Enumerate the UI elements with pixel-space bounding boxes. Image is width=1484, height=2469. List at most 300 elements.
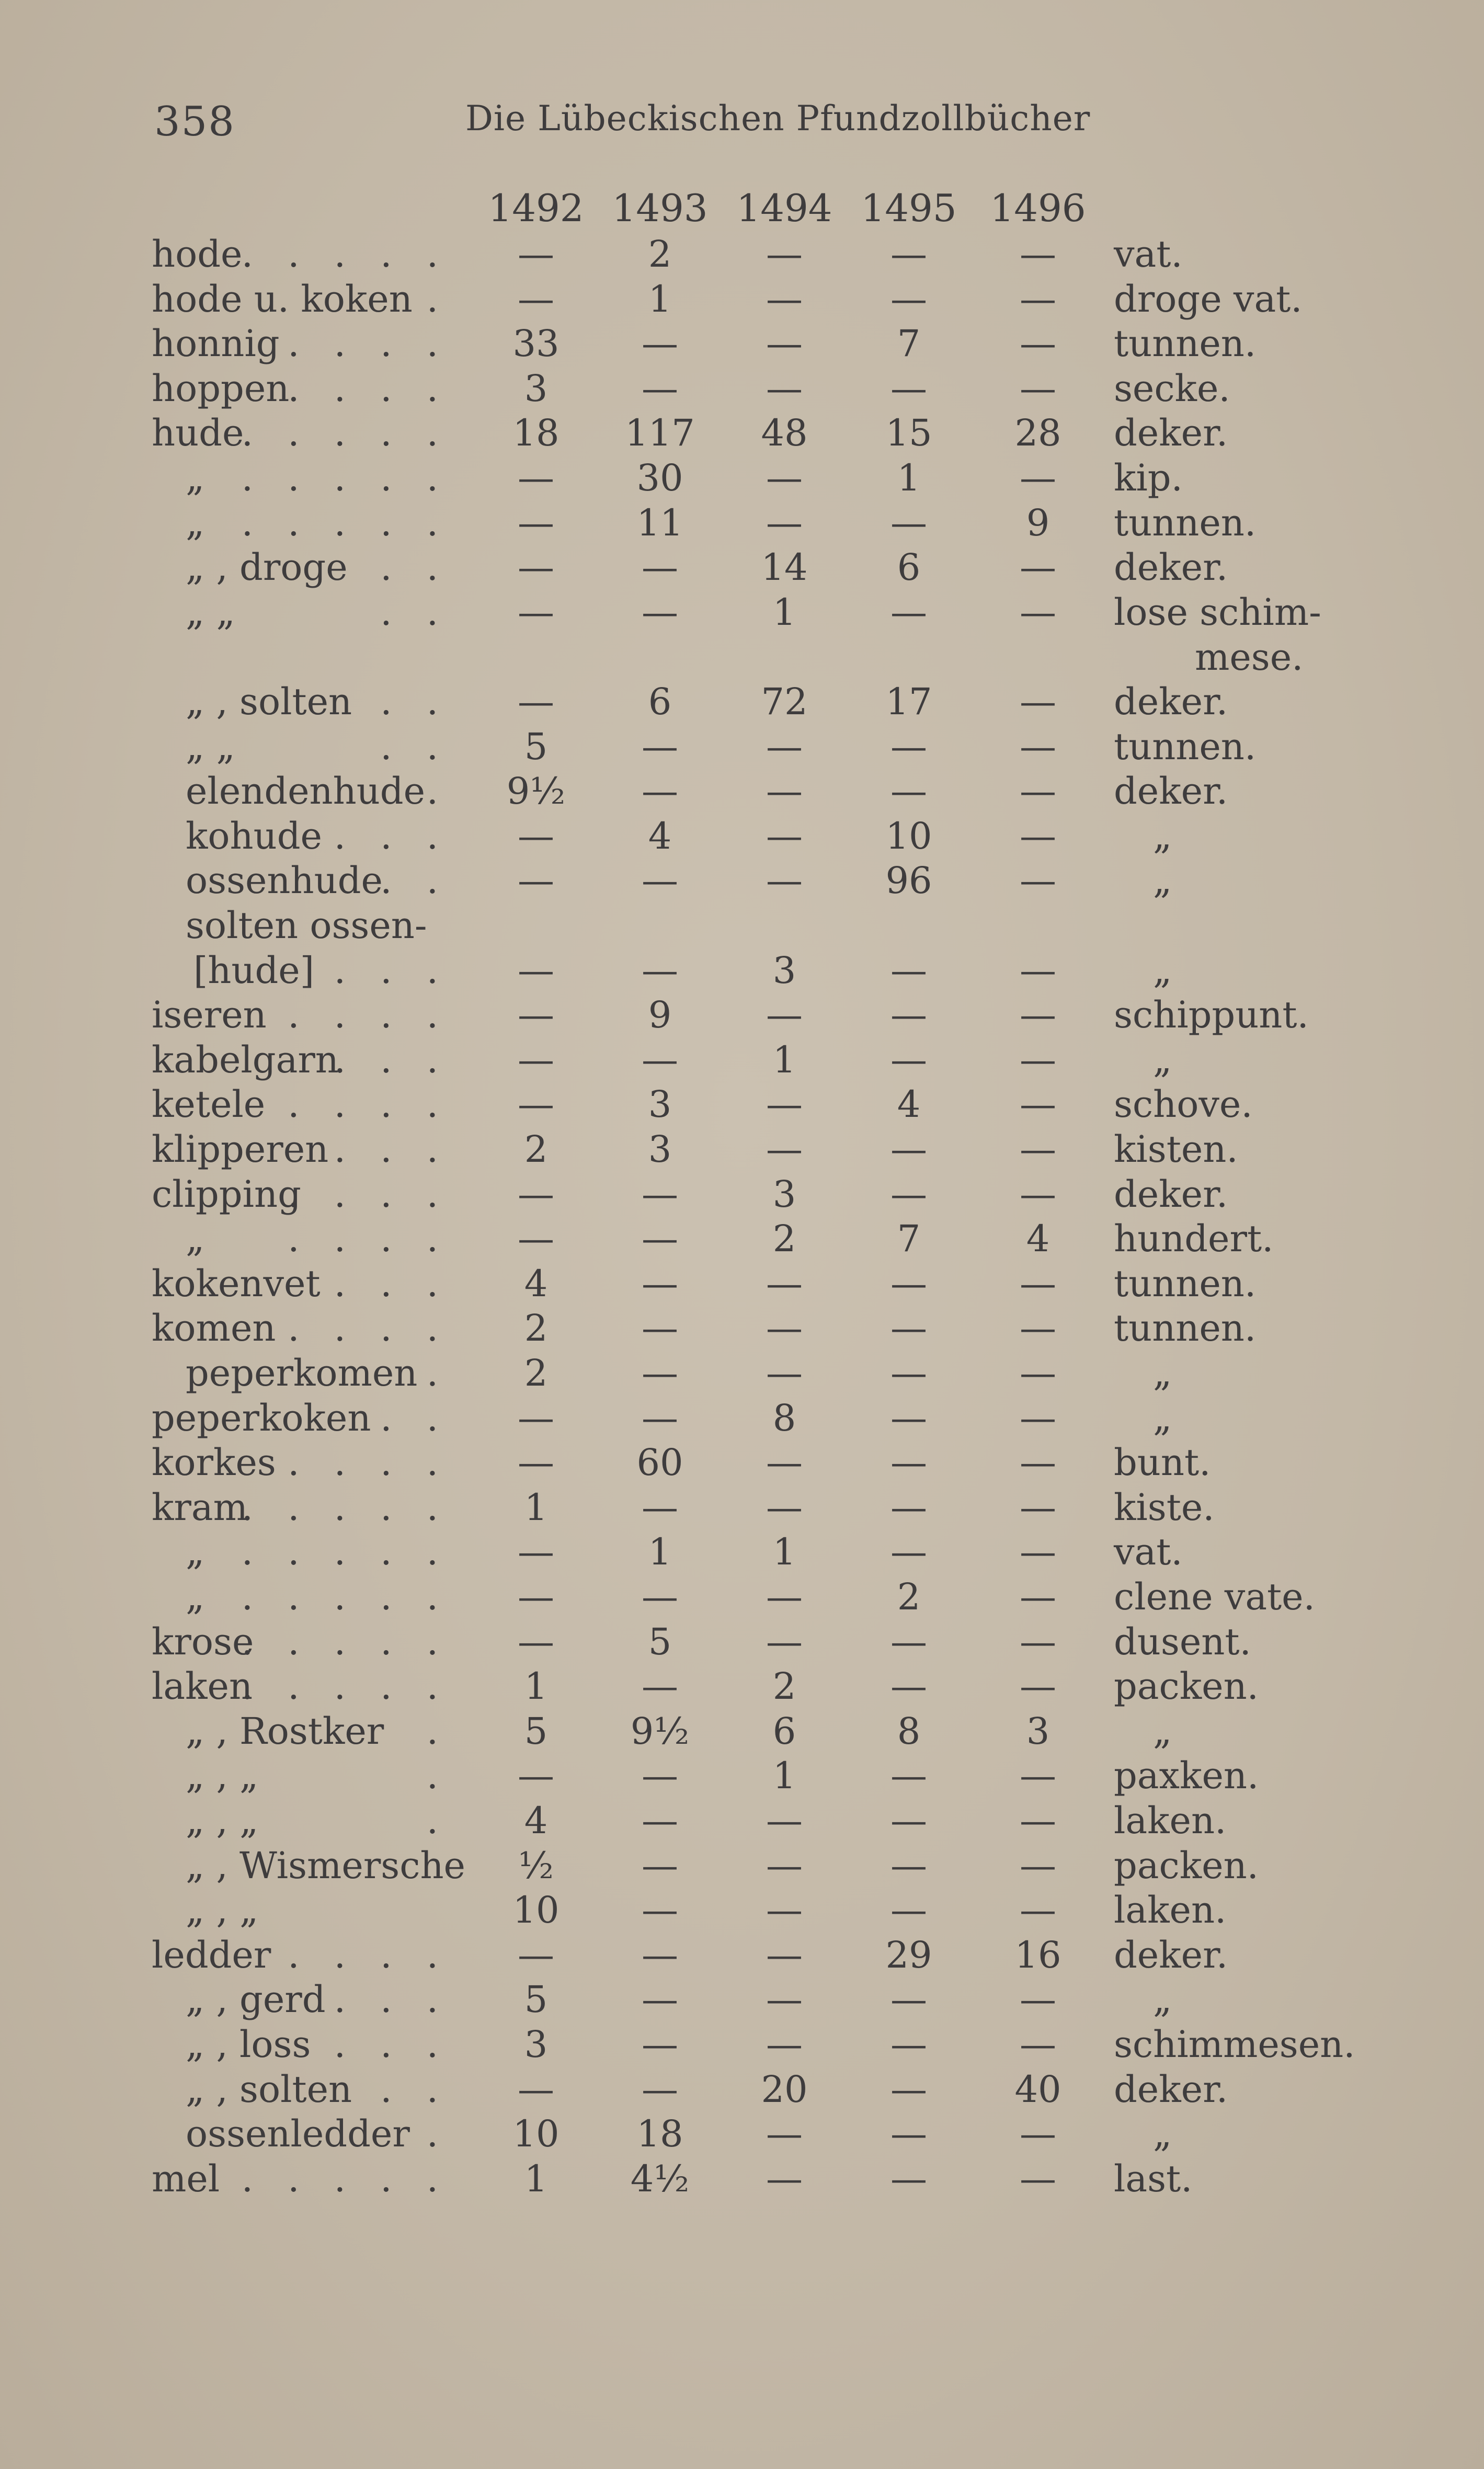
- value-1496: —: [1020, 1485, 1056, 1529]
- value-1492: 2: [524, 1128, 548, 1171]
- value-1493: —: [642, 770, 678, 813]
- unit-label: hundert.: [1114, 1217, 1274, 1261]
- value-1494: 3: [772, 1172, 796, 1216]
- leader-dots: . . . .: [288, 1933, 450, 1976]
- leader-dots: . . .: [334, 1978, 450, 2021]
- unit-label: tunnen.: [1114, 1307, 1257, 1350]
- value-1492: —: [518, 993, 554, 1037]
- value-1493: —: [642, 1978, 678, 2021]
- item-label: iseren: [152, 993, 267, 1037]
- value-1493: —: [642, 1038, 678, 1081]
- value-1492: —: [518, 2067, 554, 2111]
- value-1495: —: [891, 948, 927, 992]
- value-1493: —: [642, 1485, 678, 1529]
- value-1495: —: [891, 1620, 927, 1663]
- value-1495: —: [891, 1038, 927, 1081]
- table-row: [0, 1530, 1484, 1575]
- value-1493: —: [642, 2023, 678, 2066]
- value-1494: 14: [761, 546, 808, 589]
- table-row: [0, 1397, 1484, 1442]
- unit-label: deker.: [1114, 680, 1228, 723]
- value-1492: 5: [524, 725, 548, 768]
- value-1493: 18: [636, 2112, 683, 2156]
- table-row: [0, 2068, 1484, 2113]
- leader-dots: . . . . .: [241, 233, 450, 276]
- value-1493: —: [642, 1754, 678, 1798]
- value-1496: —: [1020, 1754, 1056, 1798]
- unit-label: „: [1153, 948, 1172, 992]
- value-1493: —: [642, 948, 678, 992]
- item-label: „ „: [186, 725, 235, 768]
- value-1496: 16: [1014, 1933, 1061, 1976]
- value-1493: —: [642, 546, 678, 589]
- value-1492: —: [518, 1754, 554, 1798]
- item-label: „ „: [186, 590, 235, 634]
- value-1494: —: [766, 1620, 803, 1663]
- table-row: [0, 367, 1484, 412]
- value-1493: —: [642, 2067, 678, 2111]
- unit-label: vat.: [1114, 1530, 1183, 1574]
- value-1494: —: [766, 367, 803, 410]
- item-label: „ , „: [186, 1799, 259, 1842]
- value-1495: —: [891, 501, 927, 544]
- leader-dots: . .: [380, 2067, 450, 2111]
- value-1494: —: [766, 814, 803, 858]
- value-1495: —: [891, 367, 927, 410]
- value-1492: 9½: [506, 770, 566, 813]
- table-row: [0, 456, 1484, 501]
- value-1495: 6: [897, 546, 921, 589]
- item-label: „: [186, 501, 205, 544]
- value-1494: 72: [761, 680, 808, 723]
- value-1493: —: [642, 1352, 678, 1394]
- item-label: honnig: [152, 322, 280, 365]
- value-1496: 4: [1026, 1217, 1050, 1261]
- table-row: [0, 949, 1484, 994]
- value-1493: —: [642, 725, 678, 768]
- value-1495: 7: [897, 322, 921, 365]
- value-1492: —: [518, 1038, 554, 1081]
- value-1495: —: [891, 2023, 927, 2066]
- table-row: [0, 1307, 1484, 1352]
- table-row: [0, 1710, 1484, 1755]
- value-1493: 3: [648, 1083, 672, 1126]
- unit-label: paxken.: [1114, 1754, 1259, 1798]
- value-1495: —: [891, 1889, 927, 1932]
- unit-label: kip.: [1114, 456, 1183, 499]
- value-1495: —: [891, 1352, 927, 1394]
- value-1493: 1: [648, 277, 672, 321]
- table-row: [0, 1665, 1484, 1710]
- item-label: „ , solten: [186, 2067, 352, 2111]
- leader-dots: . . .: [334, 948, 450, 992]
- value-1496: —: [1020, 2112, 1056, 2156]
- value-1494: —: [766, 1799, 803, 1842]
- item-label: hoppen: [152, 367, 290, 410]
- value-1494: —: [766, 1307, 803, 1350]
- value-1496: —: [1020, 322, 1056, 365]
- unit-label: kiste.: [1114, 1485, 1215, 1529]
- value-1496: —: [1020, 1083, 1056, 1126]
- value-1495: —: [891, 1128, 927, 1171]
- item-label: solten ossen-: [186, 904, 427, 947]
- value-1492: —: [518, 233, 554, 276]
- leader-dots: .: [426, 770, 450, 813]
- value-1492: 2: [524, 1307, 548, 1350]
- leader-dots: . . . . .: [241, 1665, 450, 1708]
- value-1494: —: [766, 1083, 803, 1126]
- value-1494: 6: [772, 1709, 796, 1753]
- value-1493: 3: [648, 1128, 672, 1171]
- value-1496: —: [1020, 1396, 1056, 1439]
- leader-dots: .: [426, 277, 450, 321]
- value-1493: —: [642, 1262, 678, 1305]
- value-1494: —: [766, 1933, 803, 1976]
- value-1495: —: [891, 1844, 927, 1887]
- value-1495: —: [891, 2112, 927, 2156]
- table-row: [0, 278, 1484, 323]
- year-heading: 1494: [736, 186, 832, 230]
- value-1496: —: [1020, 277, 1056, 321]
- value-1493: —: [642, 1307, 678, 1350]
- item-label: ledder: [152, 1933, 271, 1976]
- value-1495: 8: [897, 1709, 921, 1753]
- leader-dots: .: [426, 1799, 450, 1842]
- unit-label: laken.: [1114, 1889, 1227, 1932]
- unit-label: deker.: [1114, 1933, 1228, 1976]
- value-1493: 2: [648, 233, 672, 276]
- unit-label: bunt.: [1114, 1441, 1211, 1484]
- unit-label: kisten.: [1114, 1128, 1238, 1171]
- value-1494: —: [766, 2023, 803, 2066]
- leader-dots: . .: [380, 590, 450, 634]
- table-row: [0, 1173, 1484, 1218]
- value-1495: 7: [897, 1217, 921, 1261]
- unit-label: deker.: [1114, 412, 1228, 455]
- value-1496: —: [1020, 993, 1056, 1037]
- year-heading: 1495: [861, 186, 957, 230]
- value-1494: —: [766, 1128, 803, 1171]
- unit-label: deker.: [1114, 1172, 1228, 1216]
- value-1494: —: [766, 1352, 803, 1394]
- value-1495: —: [891, 1665, 927, 1708]
- value-1496: 9: [1026, 501, 1050, 544]
- value-1495: 29: [885, 1933, 932, 1976]
- table-row: [0, 1934, 1484, 1979]
- table-row: [0, 1978, 1484, 2023]
- leader-dots: . . . . .: [241, 501, 450, 544]
- value-1494: —: [766, 322, 803, 365]
- value-1494: 1: [772, 1754, 796, 1798]
- leader-dots: . . . .: [288, 322, 450, 365]
- value-1495: —: [891, 233, 927, 276]
- unit-label: tunnen.: [1114, 322, 1257, 365]
- table-row: [0, 590, 1484, 679]
- value-1493: 9½: [630, 1709, 690, 1753]
- value-1493: 11: [636, 501, 683, 544]
- item-label: kohude: [186, 814, 322, 858]
- item-label: hode: [152, 233, 243, 276]
- value-1493: —: [642, 1217, 678, 1261]
- value-1492: —: [518, 814, 554, 858]
- value-1496: —: [1020, 725, 1056, 768]
- value-1494: —: [766, 1978, 803, 2021]
- value-1493: 60: [636, 1441, 683, 1484]
- value-1492: —: [518, 1530, 554, 1574]
- value-1493: —: [642, 859, 678, 902]
- unit-label: secke.: [1114, 367, 1230, 410]
- leader-dots: . . . .: [288, 993, 450, 1037]
- value-1492: —: [518, 859, 554, 902]
- value-1496: —: [1020, 2157, 1056, 2200]
- value-1494: —: [766, 233, 803, 276]
- table-row: [0, 770, 1484, 815]
- table-row: [0, 1844, 1484, 1889]
- value-1492: —: [518, 1575, 554, 1618]
- value-1492: 1: [524, 1665, 548, 1708]
- table-row: [0, 993, 1484, 1038]
- item-label: „: [186, 456, 205, 499]
- item-label: ossenhude: [186, 859, 383, 902]
- item-label: kabelgarn: [152, 1038, 339, 1081]
- value-1492: 1: [524, 2157, 548, 2200]
- value-1494: 3: [772, 948, 796, 992]
- leader-dots: .: [426, 1754, 450, 1798]
- year-heading: 1496: [990, 186, 1086, 230]
- leader-dots: . .: [380, 1396, 450, 1439]
- value-1493: 30: [636, 456, 683, 499]
- value-1493: 4½: [630, 2157, 690, 2200]
- unit-label: tunnen.: [1114, 725, 1257, 768]
- value-1496: —: [1020, 1799, 1056, 1842]
- unit-label: schove.: [1114, 1083, 1253, 1126]
- value-1495: —: [891, 1441, 927, 1484]
- value-1494: 8: [772, 1396, 796, 1439]
- leader-dots: . . .: [334, 1038, 450, 1081]
- value-1493: 9: [648, 993, 672, 1037]
- value-1492: 4: [524, 1262, 548, 1305]
- item-label: „: [186, 1217, 205, 1261]
- value-1492: —: [518, 501, 554, 544]
- item-label: kram: [152, 1485, 248, 1529]
- year-heading: 1493: [612, 186, 708, 230]
- item-label: komen: [152, 1307, 276, 1350]
- table-row: [0, 1889, 1484, 1934]
- leader-dots: .: [426, 1709, 450, 1753]
- value-1495: —: [891, 993, 927, 1037]
- leader-dots: . . . .: [288, 1172, 450, 1216]
- value-1492: —: [518, 1083, 554, 1126]
- value-1492: 10: [512, 1889, 560, 1932]
- value-1492: —: [518, 1933, 554, 1976]
- table-row: [0, 233, 1484, 278]
- leader-dots: . .: [380, 546, 450, 589]
- value-1494: —: [766, 859, 803, 902]
- table-row: [0, 1620, 1484, 1665]
- table-row: [0, 1441, 1484, 1486]
- value-1495: 17: [885, 680, 932, 723]
- value-1495: —: [891, 1754, 927, 1798]
- leader-dots: . . .: [334, 814, 450, 858]
- table-row: [0, 322, 1484, 367]
- value-1494: —: [766, 1575, 803, 1618]
- item-label: „: [186, 1575, 205, 1618]
- leader-dots: . . . . .: [241, 1485, 450, 1529]
- value-1492: 4: [524, 1799, 548, 1842]
- leader-dots: . .: [380, 859, 450, 902]
- item-label: „ , „: [186, 1889, 259, 1932]
- value-1495: —: [891, 1485, 927, 1529]
- value-1493: 4: [648, 814, 672, 858]
- value-1492: 2: [524, 1352, 548, 1394]
- unit-label: packen.: [1114, 1665, 1259, 1708]
- value-1495: —: [891, 725, 927, 768]
- value-1493: 117: [625, 412, 695, 455]
- value-1495: —: [891, 1396, 927, 1439]
- value-1492: —: [518, 1172, 554, 1216]
- value-1496: 3: [1026, 1709, 1050, 1753]
- value-1494: 1: [772, 590, 796, 634]
- unit-label: vat.: [1114, 233, 1183, 276]
- item-label: hude: [152, 412, 244, 455]
- value-1494: —: [766, 1889, 803, 1932]
- item-label: peperkoken: [152, 1396, 371, 1439]
- item-label: ketele: [152, 1083, 266, 1126]
- value-1496: 28: [1014, 412, 1061, 455]
- item-label: hode u. koken: [152, 277, 413, 321]
- value-1494: 1: [772, 1038, 796, 1081]
- value-1495: —: [891, 770, 927, 813]
- value-1492: 1: [524, 1485, 548, 1529]
- unit-label: last.: [1114, 2157, 1193, 2200]
- unit-label: packen.: [1114, 1844, 1259, 1887]
- leader-dots: . . . . .: [241, 1530, 450, 1574]
- item-label: „ , „: [186, 1754, 259, 1798]
- value-1496: —: [1020, 948, 1056, 992]
- value-1495: 15: [885, 412, 932, 455]
- item-label: krose: [152, 1620, 254, 1663]
- value-1496: —: [1020, 233, 1056, 276]
- unit-label-continued: mese.: [1195, 635, 1304, 679]
- table-row: [0, 412, 1484, 456]
- unit-label: schippunt.: [1114, 993, 1309, 1037]
- value-1495: —: [891, 1307, 927, 1350]
- table-row: [0, 1128, 1484, 1173]
- item-label: klipperen: [152, 1128, 329, 1171]
- value-1496: —: [1020, 1172, 1056, 1216]
- value-1493: —: [642, 590, 678, 634]
- unit-label: dusent.: [1114, 1620, 1251, 1663]
- table-row: [0, 1038, 1484, 1083]
- value-1494: 1: [772, 1530, 796, 1574]
- value-1493: —: [642, 1799, 678, 1842]
- value-1492: —: [518, 456, 554, 499]
- table-row: [0, 546, 1484, 591]
- leader-dots: . . . . .: [241, 1620, 450, 1663]
- value-1492: 10: [512, 2112, 560, 2156]
- value-1496: —: [1020, 546, 1056, 589]
- leader-dots: . .: [380, 725, 450, 768]
- unit-label: „: [1153, 1038, 1172, 1081]
- unit-label: schimmesen.: [1114, 2023, 1355, 2066]
- leader-dots: .: [426, 2112, 450, 2156]
- unit-label: droge vat.: [1114, 277, 1303, 321]
- value-1495: 10: [885, 814, 932, 858]
- year-heading: 1492: [488, 186, 584, 230]
- value-1493: —: [642, 1575, 678, 1618]
- item-label: elendenhude: [186, 770, 426, 813]
- running-title: Die Lübeckischen Pfundzollbücher: [465, 98, 1091, 139]
- value-1492: —: [518, 1396, 554, 1439]
- item-label: mel: [152, 2157, 220, 2200]
- value-1495: —: [891, 590, 927, 634]
- page-number: 358: [154, 98, 235, 145]
- leader-dots: . . . . .: [241, 2157, 450, 2200]
- value-1492: —: [518, 1217, 554, 1261]
- value-1492: —: [518, 680, 554, 723]
- value-1496: —: [1020, 367, 1056, 410]
- value-1496: —: [1020, 1844, 1056, 1887]
- unit-label: deker.: [1114, 2067, 1228, 2111]
- unit-label: „: [1153, 1978, 1172, 2021]
- value-1496: —: [1020, 1262, 1056, 1305]
- item-label: clipping: [152, 1172, 301, 1216]
- value-1496: —: [1020, 1665, 1056, 1708]
- table-row: [0, 1486, 1484, 1531]
- value-1495: 4: [897, 1083, 921, 1126]
- value-1495: —: [891, 1172, 927, 1216]
- value-1494: —: [766, 501, 803, 544]
- value-1496: —: [1020, 1128, 1056, 1171]
- leader-dots: .: [426, 1352, 450, 1394]
- value-1495: —: [891, 1262, 927, 1305]
- unit-label: tunnen.: [1114, 501, 1257, 544]
- table-row: [0, 2023, 1484, 2068]
- value-1493: —: [642, 1933, 678, 1976]
- value-1496: —: [1020, 1978, 1056, 2021]
- value-1496: —: [1020, 770, 1056, 813]
- unit-label: lose schim-: [1114, 590, 1321, 634]
- unit-label: clene vate.: [1114, 1575, 1315, 1618]
- item-label: „ , Rostker: [186, 1709, 384, 1753]
- value-1495: —: [891, 1978, 927, 2021]
- value-1494: 2: [772, 1665, 796, 1708]
- item-label: korkes: [152, 1441, 276, 1484]
- value-1492: 3: [524, 367, 548, 410]
- value-1493: 6: [648, 680, 672, 723]
- value-1492: 3: [524, 2023, 548, 2066]
- value-1496: —: [1020, 1441, 1056, 1484]
- item-label: „ , loss: [186, 2023, 311, 2066]
- value-1493: —: [642, 1665, 678, 1708]
- leader-dots: . . . .: [288, 367, 450, 410]
- unit-label: deker.: [1114, 770, 1228, 813]
- value-1493: —: [642, 1172, 678, 1216]
- value-1496: —: [1020, 814, 1056, 858]
- leader-dots: . . . . .: [241, 456, 450, 499]
- unit-label: tunnen.: [1114, 1262, 1257, 1305]
- value-1495: —: [891, 2067, 927, 2111]
- unit-label: „: [1153, 2112, 1172, 2156]
- value-1493: —: [642, 367, 678, 410]
- item-label: „ , Wismersche: [186, 1844, 465, 1887]
- value-1495: 2: [897, 1575, 921, 1618]
- leader-dots: . . . . .: [241, 1575, 450, 1618]
- value-1496: —: [1020, 590, 1056, 634]
- value-1494: —: [766, 2112, 803, 2156]
- table-row: [0, 725, 1484, 770]
- table-row: [0, 904, 1484, 949]
